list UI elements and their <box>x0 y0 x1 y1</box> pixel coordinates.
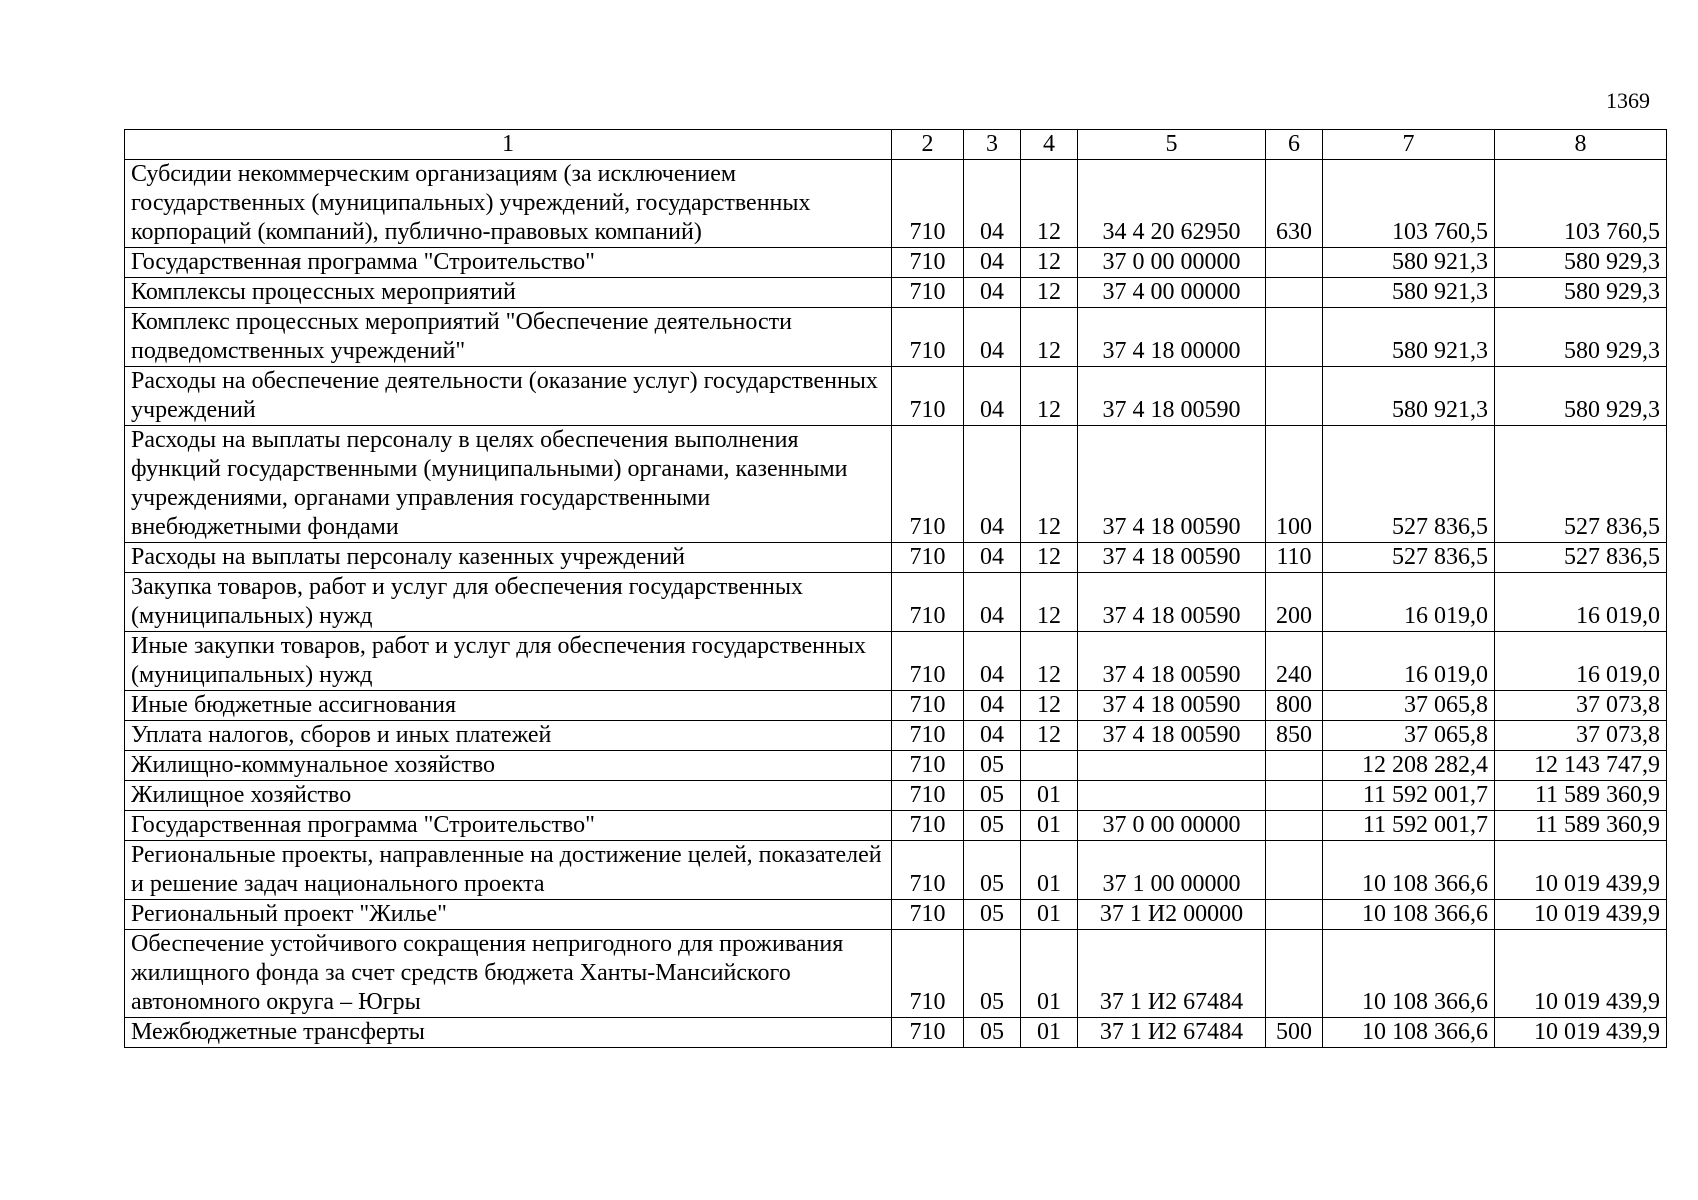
subsection-code-cell: 12 <box>1021 573 1078 632</box>
amount-year1-cell: 12 208 282,4 <box>1323 751 1495 781</box>
table-row <box>125 1018 1667 1048</box>
column-header: 4 <box>1021 130 1078 160</box>
section-code-cell: 04 <box>964 691 1021 721</box>
table-row <box>125 367 1667 426</box>
amount-year2-cell: 580 929,3 <box>1495 308 1667 367</box>
subsection-code-cell: 12 <box>1021 308 1078 367</box>
amount-year2-cell: 16 019,0 <box>1495 573 1667 632</box>
amount-year2-cell: 527 836,5 <box>1495 426 1667 543</box>
table-row <box>125 900 1667 930</box>
table-row <box>125 543 1667 573</box>
ministry-code-cell: 710 <box>892 308 964 367</box>
row-name-cell: Расходы на выплаты персоналу казенных учреждений <box>125 543 892 573</box>
amount-year1-cell: 10 108 366,6 <box>1323 841 1495 900</box>
expense-type-cell <box>1266 930 1323 1018</box>
ministry-code-cell: 710 <box>892 278 964 308</box>
expense-type-cell <box>1266 781 1323 811</box>
row-name-cell: Жилищно-коммунальное хозяйство <box>125 751 892 781</box>
budget-table <box>124 129 1667 1048</box>
column-header: 7 <box>1323 130 1495 160</box>
target-article-cell: 37 0 00 00000 <box>1078 811 1266 841</box>
subsection-code-cell: 01 <box>1021 841 1078 900</box>
section-code-cell: 05 <box>964 1018 1021 1048</box>
column-header: 5 <box>1078 130 1266 160</box>
expense-type-cell: 110 <box>1266 543 1323 573</box>
section-code-cell: 04 <box>964 160 1021 248</box>
section-code-cell: 05 <box>964 781 1021 811</box>
ministry-code-cell: 710 <box>892 900 964 930</box>
expense-type-cell <box>1266 841 1323 900</box>
row-name-cell: Субсидии некоммерческим организациям (за исключением государственных (муниципальных) учреждений, государственных корпораций (компаний), публично-правовых компаний) <box>125 160 892 248</box>
amount-year1-cell: 580 921,3 <box>1323 278 1495 308</box>
row-name-cell: Расходы на обеспечение деятельности (оказание услуг) государственных учреждений <box>125 367 892 426</box>
section-code-cell: 05 <box>964 930 1021 1018</box>
ministry-code-cell: 710 <box>892 1018 964 1048</box>
ministry-code-cell: 710 <box>892 930 964 1018</box>
subsection-code-cell: 12 <box>1021 248 1078 278</box>
target-article-cell: 37 1 И2 67484 <box>1078 1018 1266 1048</box>
amount-year1-cell: 580 921,3 <box>1323 248 1495 278</box>
row-name-cell: Межбюджетные трансферты <box>125 1018 892 1048</box>
amount-year2-cell: 10 019 439,9 <box>1495 930 1667 1018</box>
target-article-cell: 37 0 00 00000 <box>1078 248 1266 278</box>
table-row <box>125 248 1667 278</box>
row-name-cell: Закупка товаров, работ и услуг для обеспечения государственных (муниципальных) нужд <box>125 573 892 632</box>
amount-year2-cell: 16 019,0 <box>1495 632 1667 691</box>
target-article-cell: 37 4 18 00590 <box>1078 691 1266 721</box>
ministry-code-cell: 710 <box>892 367 964 426</box>
section-code-cell: 04 <box>964 367 1021 426</box>
table-row <box>125 930 1667 1018</box>
table-row <box>125 781 1667 811</box>
amount-year2-cell: 37 073,8 <box>1495 721 1667 751</box>
expense-type-cell: 240 <box>1266 632 1323 691</box>
target-article-cell: 37 4 18 00590 <box>1078 426 1266 543</box>
amount-year2-cell: 10 019 439,9 <box>1495 900 1667 930</box>
column-number-row <box>125 130 1667 160</box>
subsection-code-cell: 01 <box>1021 811 1078 841</box>
row-name-cell: Уплата налогов, сборов и иных платежей <box>125 721 892 751</box>
target-article-cell: 37 4 18 00590 <box>1078 573 1266 632</box>
section-code-cell: 04 <box>964 278 1021 308</box>
ministry-code-cell: 710 <box>892 426 964 543</box>
subsection-code-cell: 01 <box>1021 900 1078 930</box>
expense-type-cell: 800 <box>1266 691 1323 721</box>
target-article-cell: 37 4 18 00590 <box>1078 543 1266 573</box>
target-article-cell: 37 1 00 00000 <box>1078 841 1266 900</box>
amount-year2-cell: 10 019 439,9 <box>1495 841 1667 900</box>
table-row <box>125 278 1667 308</box>
table-row <box>125 573 1667 632</box>
target-article-cell <box>1078 781 1266 811</box>
subsection-code-cell: 12 <box>1021 543 1078 573</box>
row-name-cell: Комплекс процессных мероприятий "Обеспечение деятельности подведомственных учреждений" <box>125 308 892 367</box>
section-code-cell: 04 <box>964 543 1021 573</box>
target-article-cell: 37 4 18 00590 <box>1078 721 1266 751</box>
ministry-code-cell: 710 <box>892 573 964 632</box>
amount-year1-cell: 37 065,8 <box>1323 721 1495 751</box>
column-header: 8 <box>1495 130 1667 160</box>
table-row <box>125 308 1667 367</box>
table-row <box>125 632 1667 691</box>
table-row <box>125 160 1667 248</box>
ministry-code-cell: 710 <box>892 721 964 751</box>
amount-year1-cell: 527 836,5 <box>1323 426 1495 543</box>
column-header: 6 <box>1266 130 1323 160</box>
subsection-code-cell: 01 <box>1021 1018 1078 1048</box>
amount-year1-cell: 11 592 001,7 <box>1323 811 1495 841</box>
column-header: 3 <box>964 130 1021 160</box>
amount-year1-cell: 11 592 001,7 <box>1323 781 1495 811</box>
expense-type-cell: 500 <box>1266 1018 1323 1048</box>
expense-type-cell: 630 <box>1266 160 1323 248</box>
target-article-cell: 37 4 18 00590 <box>1078 367 1266 426</box>
target-article-cell: 37 1 И2 67484 <box>1078 930 1266 1018</box>
amount-year2-cell: 10 019 439,9 <box>1495 1018 1667 1048</box>
column-header: 1 <box>125 130 892 160</box>
ministry-code-cell: 710 <box>892 841 964 900</box>
ministry-code-cell: 710 <box>892 691 964 721</box>
section-code-cell: 04 <box>964 721 1021 751</box>
amount-year2-cell: 11 589 360,9 <box>1495 781 1667 811</box>
subsection-code-cell: 12 <box>1021 160 1078 248</box>
table-row <box>125 691 1667 721</box>
page-number: 1369 <box>1606 88 1650 113</box>
amount-year2-cell: 580 929,3 <box>1495 367 1667 426</box>
subsection-code-cell: 12 <box>1021 721 1078 751</box>
column-header: 2 <box>892 130 964 160</box>
ministry-code-cell: 710 <box>892 160 964 248</box>
subsection-code-cell: 01 <box>1021 781 1078 811</box>
expense-type-cell <box>1266 278 1323 308</box>
ministry-code-cell: 710 <box>892 751 964 781</box>
target-article-cell: 37 4 18 00000 <box>1078 308 1266 367</box>
ministry-code-cell: 710 <box>892 811 964 841</box>
amount-year1-cell: 527 836,5 <box>1323 543 1495 573</box>
amount-year2-cell: 37 073,8 <box>1495 691 1667 721</box>
subsection-code-cell: 01 <box>1021 930 1078 1018</box>
row-name-cell: Иные закупки товаров, работ и услуг для обеспечения государственных (муниципальных) нужд <box>125 632 892 691</box>
amount-year1-cell: 580 921,3 <box>1323 367 1495 426</box>
amount-year1-cell: 580 921,3 <box>1323 308 1495 367</box>
amount-year2-cell: 12 143 747,9 <box>1495 751 1667 781</box>
row-name-cell: Жилищное хозяйство <box>125 781 892 811</box>
subsection-code-cell: 12 <box>1021 691 1078 721</box>
table-row <box>125 811 1667 841</box>
expense-type-cell <box>1266 811 1323 841</box>
subsection-code-cell: 12 <box>1021 632 1078 691</box>
target-article-cell: 37 1 И2 00000 <box>1078 900 1266 930</box>
section-code-cell: 05 <box>964 900 1021 930</box>
section-code-cell: 05 <box>964 751 1021 781</box>
expense-type-cell <box>1266 308 1323 367</box>
expense-type-cell <box>1266 900 1323 930</box>
amount-year2-cell: 11 589 360,9 <box>1495 811 1667 841</box>
amount-year1-cell: 10 108 366,6 <box>1323 900 1495 930</box>
ministry-code-cell: 710 <box>892 632 964 691</box>
ministry-code-cell: 710 <box>892 248 964 278</box>
section-code-cell: 04 <box>964 573 1021 632</box>
ministry-code-cell: 710 <box>892 781 964 811</box>
amount-year1-cell: 10 108 366,6 <box>1323 1018 1495 1048</box>
row-name-cell: Государственная программа "Строительство" <box>125 811 892 841</box>
expense-type-cell: 100 <box>1266 426 1323 543</box>
row-name-cell: Комплексы процессных мероприятий <box>125 278 892 308</box>
amount-year1-cell: 103 760,5 <box>1323 160 1495 248</box>
row-name-cell: Региональные проекты, направленные на достижение целей, показателей и решение задач национального проекта <box>125 841 892 900</box>
row-name-cell: Иные бюджетные ассигнования <box>125 691 892 721</box>
section-code-cell: 04 <box>964 632 1021 691</box>
amount-year2-cell: 103 760,5 <box>1495 160 1667 248</box>
subsection-code-cell: 12 <box>1021 367 1078 426</box>
row-name-cell: Региональный проект "Жилье" <box>125 900 892 930</box>
amount-year2-cell: 580 929,3 <box>1495 278 1667 308</box>
expense-type-cell <box>1266 248 1323 278</box>
expense-type-cell: 200 <box>1266 573 1323 632</box>
target-article-cell: 37 4 00 00000 <box>1078 278 1266 308</box>
subsection-code-cell <box>1021 751 1078 781</box>
table-row <box>125 426 1667 543</box>
expense-type-cell <box>1266 751 1323 781</box>
table-row <box>125 751 1667 781</box>
amount-year2-cell: 580 929,3 <box>1495 248 1667 278</box>
amount-year1-cell: 37 065,8 <box>1323 691 1495 721</box>
row-name-cell: Расходы на выплаты персоналу в целях обеспечения выполнения функций государственными (муниципальными) органами, казенными учреждениями, органами управления государственными внебюджетными фондами <box>125 426 892 543</box>
expense-type-cell: 850 <box>1266 721 1323 751</box>
section-code-cell: 04 <box>964 426 1021 543</box>
section-code-cell: 04 <box>964 248 1021 278</box>
target-article-cell <box>1078 751 1266 781</box>
subsection-code-cell: 12 <box>1021 426 1078 543</box>
target-article-cell: 37 4 18 00590 <box>1078 632 1266 691</box>
amount-year2-cell: 527 836,5 <box>1495 543 1667 573</box>
row-name-cell: Государственная программа "Строительство" <box>125 248 892 278</box>
expense-type-cell <box>1266 367 1323 426</box>
section-code-cell: 05 <box>964 811 1021 841</box>
amount-year1-cell: 16 019,0 <box>1323 632 1495 691</box>
subsection-code-cell: 12 <box>1021 278 1078 308</box>
section-code-cell: 04 <box>964 308 1021 367</box>
row-name-cell: Обеспечение устойчивого сокращения непригодного для проживания жилищного фонда за счет средств бюджета Ханты-Мансийского автономного округа – Югры <box>125 930 892 1018</box>
table-row <box>125 721 1667 751</box>
amount-year1-cell: 10 108 366,6 <box>1323 930 1495 1018</box>
section-code-cell: 05 <box>964 841 1021 900</box>
amount-year1-cell: 16 019,0 <box>1323 573 1495 632</box>
ministry-code-cell: 710 <box>892 543 964 573</box>
table-row <box>125 841 1667 900</box>
target-article-cell: 34 4 20 62950 <box>1078 160 1266 248</box>
